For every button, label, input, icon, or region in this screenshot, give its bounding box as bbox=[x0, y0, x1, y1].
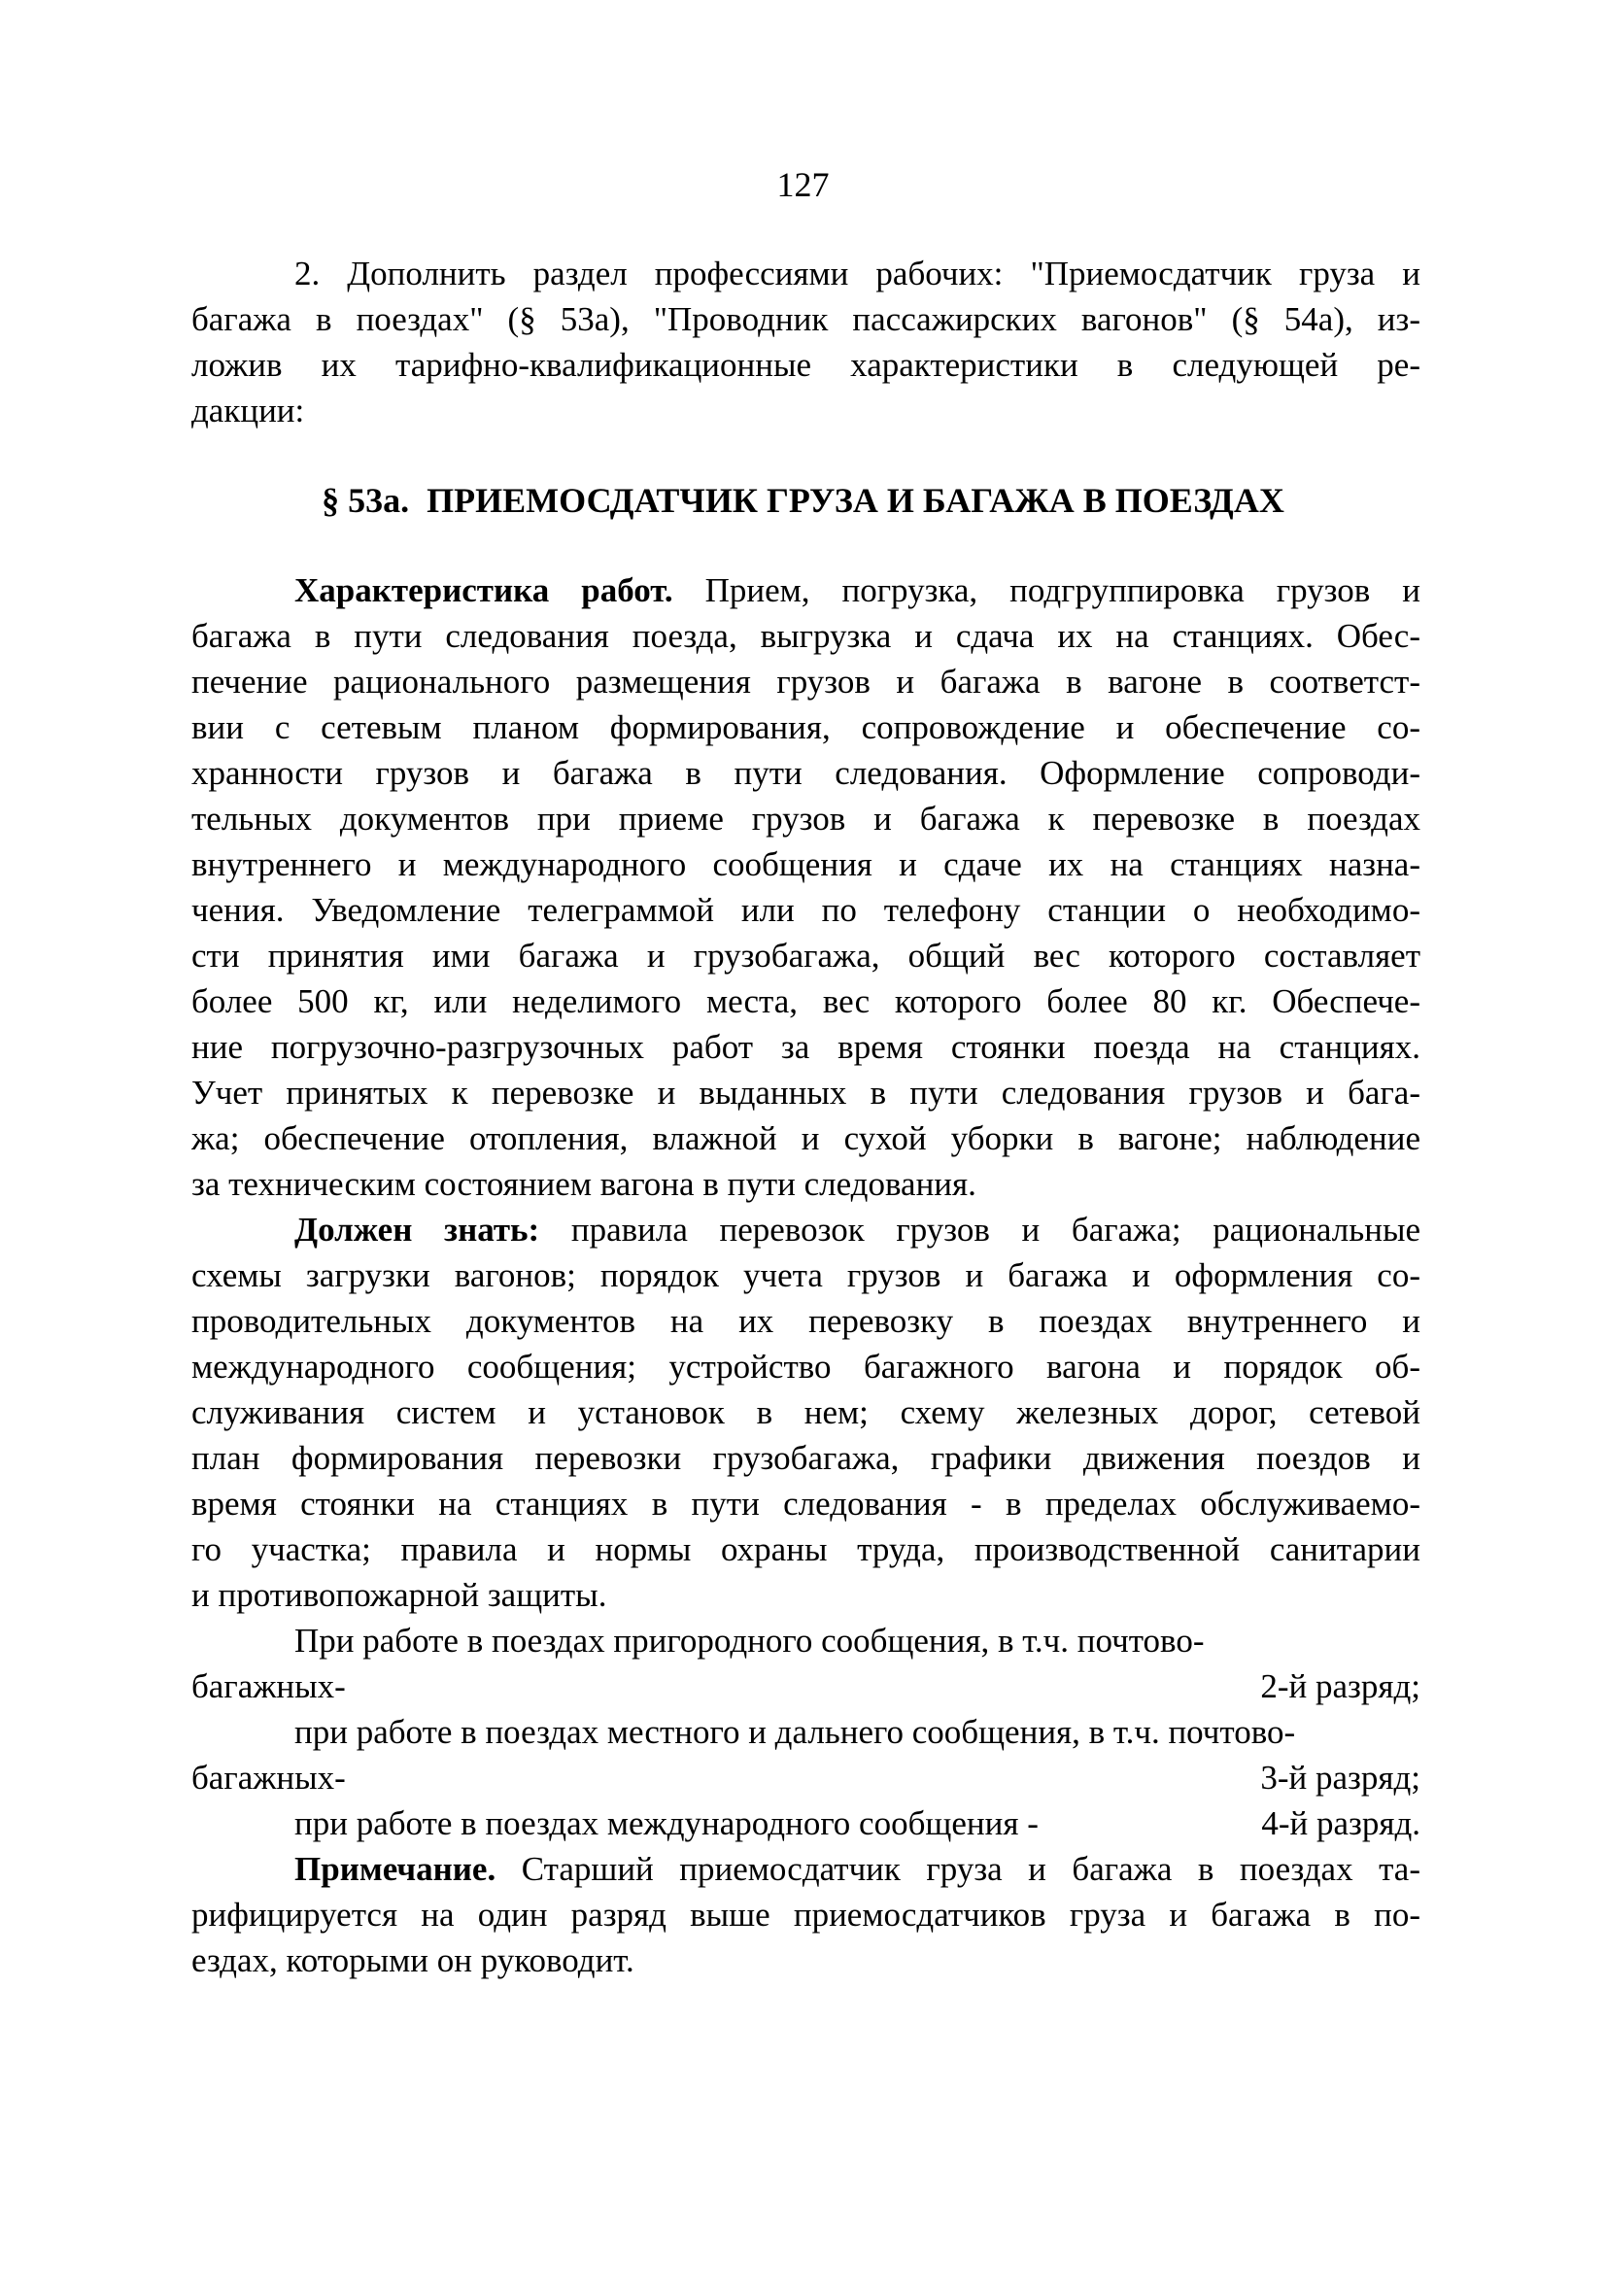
line-text: хранности грузов и багажа в пути следования. Оформление сопроводи- bbox=[191, 754, 1420, 792]
page-body bbox=[191, 251, 1420, 1983]
grade-3-value: 4-й разряд. bbox=[1261, 1804, 1420, 1842]
text-line bbox=[191, 1024, 1420, 1070]
text-line bbox=[191, 659, 1420, 704]
text-line bbox=[191, 296, 1420, 342]
grade-1-text: При работе в поездах пригородного сообщения, в т.ч. почтово- bbox=[294, 1622, 1205, 1660]
grade-3-row bbox=[191, 1800, 1420, 1846]
text-line bbox=[191, 613, 1420, 659]
line-text: международного сообщения; устройство багажного вагона и порядок об- bbox=[191, 1348, 1420, 1386]
page-number: 127 bbox=[776, 165, 830, 204]
text-line bbox=[191, 1344, 1420, 1389]
text-line bbox=[191, 1298, 1420, 1344]
must-know-paragraph bbox=[191, 1207, 1420, 1618]
line-text: правила перевозок грузов и багажа; рациональные bbox=[539, 1211, 1420, 1249]
text-line bbox=[191, 1161, 1420, 1207]
line-text: печение рационального размещения грузов и багажа в вагоне в соответст- bbox=[191, 663, 1420, 701]
line-text: более 500 кг, или неделимого места, вес которого более 80 кг. Обеспече- bbox=[191, 982, 1420, 1020]
line-text: ездах, которыми он руководит. bbox=[191, 1941, 634, 1979]
grade-2-text: при работе в поездах местного и дальнего сообщения, в т.ч. почтово- bbox=[294, 1713, 1296, 1751]
text-line bbox=[191, 796, 1420, 841]
line-text: чения. Уведомление телеграммой или по телефону станции о необходимо- bbox=[191, 891, 1420, 929]
text-line bbox=[191, 1481, 1420, 1526]
line-text: Старший приемосдатчик груза и багажа в поездах та- bbox=[495, 1850, 1420, 1888]
line-text: багажа в пути следования поезда, выгрузка и сдача их на станциях. Обес- bbox=[191, 617, 1420, 655]
line-text: служивания систем и установок в нем; схему железных дорог, сетевой bbox=[191, 1393, 1420, 1431]
text-line bbox=[191, 887, 1420, 933]
line-text: время стоянки на станциях в пути следования - в пределах обслуживаемо- bbox=[191, 1485, 1420, 1523]
line-text: Прием, погрузка, подгруппировка грузов и bbox=[672, 571, 1420, 609]
characteristics-paragraph bbox=[191, 567, 1420, 1207]
note-paragraph bbox=[191, 1846, 1420, 1983]
paragraph-lead: Характеристика работ. bbox=[294, 571, 673, 609]
text-line bbox=[191, 1846, 1420, 1892]
paragraph-lead: Должен знать: bbox=[294, 1211, 540, 1249]
line-text: сти принятия ими багажа и грузобагажа, общий вес которого составляет bbox=[191, 937, 1420, 975]
grade-1-left: багажных- bbox=[191, 1667, 346, 1705]
paragraph-lead: Примечание. bbox=[294, 1850, 496, 1888]
text-line bbox=[191, 1572, 1420, 1618]
line-text: внутреннего и международного сообщения и сдаче их на станциях назна- bbox=[191, 845, 1420, 883]
line-text: план формирования перевозки грузобагажа, графики движения поездов и bbox=[191, 1439, 1420, 1477]
text-line bbox=[191, 1252, 1420, 1298]
line-text: тельных документов при приеме грузов и багажа к перевозке в поездах bbox=[191, 800, 1420, 838]
line-text: вии с сетевым планом формирования, сопровождение и обеспечение со- bbox=[191, 708, 1420, 746]
line-text: жа; обеспечение отопления, влажной и сухой уборки в вагоне; наблюдение bbox=[191, 1119, 1420, 1157]
text-line bbox=[191, 342, 1420, 388]
grade-1-row bbox=[191, 1663, 1420, 1709]
line-text: багажа в поездах" (§ 53а), "Проводник пассажирских вагонов" (§ 54а), из- bbox=[191, 300, 1420, 338]
text-line bbox=[191, 251, 1420, 296]
line-text: го участка; правила и нормы охраны труда, производственной санитарии bbox=[191, 1530, 1420, 1568]
line-text: Учет принятых к перевозке и выданных в пути следования грузов и бага- bbox=[191, 1074, 1420, 1112]
text-line bbox=[191, 1892, 1420, 1937]
text-line bbox=[191, 1435, 1420, 1481]
text-line bbox=[191, 567, 1420, 613]
text-line bbox=[191, 1526, 1420, 1572]
text-line bbox=[191, 841, 1420, 887]
text-line bbox=[191, 978, 1420, 1024]
grade-2-row bbox=[191, 1755, 1420, 1800]
line-text: рифицируется на один разряд выше приемосдатчиков груза и багажа в по- bbox=[191, 1896, 1420, 1934]
grade-2-value: 3-й разряд; bbox=[1260, 1759, 1420, 1797]
line-text: проводительных документов на их перевозку в поездах внутреннего и bbox=[191, 1302, 1420, 1340]
line-text: дакции: bbox=[191, 392, 305, 429]
grade-2-left: багажных- bbox=[191, 1759, 346, 1797]
text-line bbox=[191, 1389, 1420, 1435]
text-line bbox=[191, 1070, 1420, 1115]
line-text: за техническим состоянием вагона в пути следования. bbox=[191, 1165, 976, 1203]
intro-paragraph bbox=[191, 251, 1420, 433]
grades-list bbox=[191, 1618, 1420, 1846]
line-text: 2. Дополнить раздел профессиями рабочих: "Приемосдатчик груза и bbox=[294, 255, 1420, 292]
line-text: схемы загрузки вагонов; порядок учета грузов и багажа и оформления со- bbox=[191, 1256, 1420, 1294]
line-text: ние погрузочно-разгрузочных работ за время стоянки поезда на станциях. bbox=[191, 1028, 1420, 1066]
text-line bbox=[191, 1207, 1420, 1252]
grade-1-value: 2-й разряд; bbox=[1260, 1667, 1420, 1705]
text-line bbox=[191, 1937, 1420, 1983]
text-line bbox=[191, 750, 1420, 796]
line-text: и противопожарной защиты. bbox=[191, 1576, 607, 1614]
text-line bbox=[191, 933, 1420, 978]
grade-3-text: при работе в поездах международного сообщения - bbox=[294, 1804, 1039, 1842]
text-line bbox=[191, 1115, 1420, 1161]
text-line bbox=[191, 388, 1420, 433]
section-heading: § 53а. ПРИЕМОСДАТЧИК ГРУЗА И БАГАЖА В ПОЕЗДАХ bbox=[322, 481, 1284, 520]
text-line bbox=[191, 704, 1420, 750]
line-text: ложив их тарифно-квалификационные характеристики в следующей ре- bbox=[191, 346, 1420, 384]
